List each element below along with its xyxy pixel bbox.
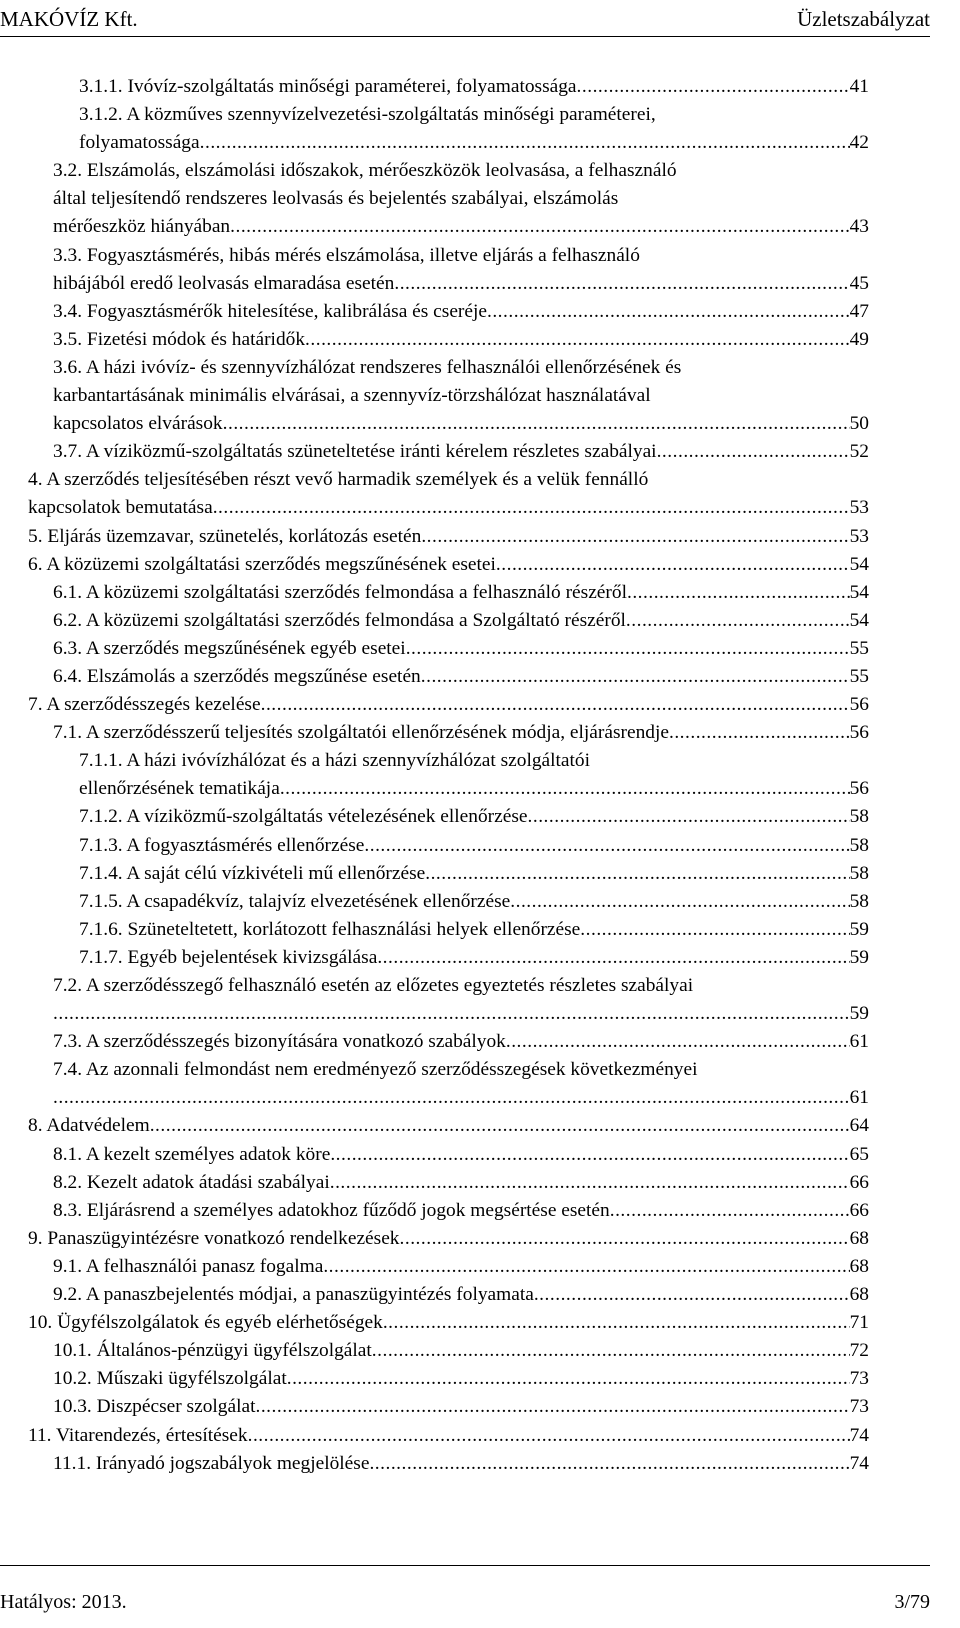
toc-page-number: 58	[849, 834, 869, 856]
dot-leader	[330, 1141, 849, 1169]
toc-entry-last-line	[53, 663, 869, 691]
toc-page-number: 53	[849, 525, 869, 547]
toc-entry-last-line	[53, 438, 869, 466]
toc-page-number: 61	[849, 1031, 869, 1053]
toc-page-number: 56	[849, 694, 869, 716]
toc-entry-last-line	[79, 944, 869, 972]
toc-page-number: 71	[849, 1312, 869, 1334]
toc-entry-title: 7.1.6. Szüneteltetett, korlátozott felhasználási helyek ellenőrzése	[79, 918, 581, 940]
toc-entry-line: 3.2. Elszámolás, elszámolási időszakok, mérőeszközök leolvasása, a felhasználó	[53, 160, 677, 182]
toc-entry[interactable]	[28, 691, 869, 719]
dot-leader	[223, 410, 850, 438]
dot-leader	[580, 916, 849, 944]
toc-entry-title: 7.1.3. A fogyasztásmérés ellenőrzése	[79, 834, 365, 856]
toc-page-number: 50	[849, 413, 869, 435]
toc-page-number: 58	[849, 890, 869, 912]
toc-entry[interactable]	[53, 157, 869, 241]
dot-leader	[248, 1422, 850, 1450]
toc-page-number: 68	[849, 1284, 869, 1306]
toc-entry-last-line	[53, 1253, 869, 1281]
dot-leader	[534, 1281, 850, 1309]
toc-page-number: 61	[849, 1087, 869, 1109]
toc-entry-title: 10.1. Általános-pénzügyi ügyfélszolgálat	[53, 1340, 372, 1362]
toc-page-number: 56	[849, 722, 869, 744]
toc-page-number: 66	[849, 1171, 869, 1193]
toc-entry-title: 3.5. Fizetési módok és határidők	[53, 328, 306, 350]
toc-page-number: 74	[849, 1452, 869, 1474]
toc-entry-last-line	[53, 213, 869, 241]
toc-entry-title: hibájából eredő leolvasás elmaradása esetén	[53, 272, 395, 294]
toc-page-number: 54	[849, 581, 869, 603]
dot-leader	[669, 719, 850, 747]
toc-entry[interactable]	[53, 1141, 869, 1169]
toc-entry-last-line	[53, 579, 869, 607]
toc-entry[interactable]	[79, 944, 869, 972]
toc-entry-last-line	[53, 607, 869, 635]
toc-entry-last-line	[79, 73, 869, 101]
footer-rule	[0, 1565, 930, 1566]
toc-entry-last-line	[79, 888, 869, 916]
dot-leader	[213, 494, 850, 522]
toc-entry-last-line	[28, 691, 869, 719]
toc-page-number: 45	[849, 272, 869, 294]
toc-entry-title: folyamatossága	[79, 132, 200, 154]
toc-entry[interactable]	[79, 832, 869, 860]
toc-page-number: 53	[849, 497, 869, 519]
toc-page-number: 55	[849, 665, 869, 687]
toc-entry-last-line	[53, 1169, 869, 1197]
toc-entry-title: 7. A szerződésszegés kezelése	[28, 694, 261, 716]
toc-entry-last-line	[53, 1281, 869, 1309]
toc-entry-last-line	[53, 1000, 869, 1028]
toc-entry-last-line	[28, 551, 869, 579]
dot-leader	[364, 832, 849, 860]
toc-entry-title: 8.2. Kezelt adatok átadási szabályai	[53, 1171, 330, 1193]
toc-page-number: 66	[849, 1199, 869, 1221]
dot-leader	[200, 129, 850, 157]
toc-entry[interactable]	[53, 298, 869, 326]
toc-entry[interactable]	[79, 888, 869, 916]
effective-date: Hatályos: 2013.	[0, 1591, 127, 1613]
toc-entry[interactable]	[79, 747, 869, 803]
table-of-contents	[28, 73, 869, 1478]
toc-entry[interactable]	[53, 719, 869, 747]
toc-entry-line: 4. A szerződés teljesítésében részt vevő harmadik személyek és a velük fennálló	[28, 469, 649, 491]
toc-entry-title: 6.1. A közüzemi szolgáltatási szerződés felmondása a felhasználó részéről	[53, 581, 627, 603]
dot-leader	[150, 1112, 850, 1140]
dot-leader	[400, 1225, 850, 1253]
toc-entry-title: 7.1.7. Egyéb bejelentések kivizsgálása	[79, 946, 378, 968]
toc-entry[interactable]	[53, 438, 869, 466]
dot-leader	[369, 1450, 849, 1478]
toc-page-number: 54	[849, 553, 869, 575]
toc-entry-title: 3.7. A víziközmű-szolgáltatás szüneteltetése iránti kérelem részletes szabályai	[53, 441, 657, 463]
dot-leader	[421, 663, 850, 691]
toc-page-number: 43	[849, 216, 869, 238]
toc-entry[interactable]	[28, 1225, 869, 1253]
toc-entry-last-line	[79, 775, 869, 803]
page-header	[0, 4, 930, 38]
company-name: MAKÓVÍZ Kft.	[0, 7, 138, 31]
toc-entry-title: 6.2. A közüzemi szolgáltatási szerződés felmondása a Szolgáltató részéről	[53, 609, 626, 631]
toc-page-number: 73	[849, 1396, 869, 1418]
toc-entry-line: karbantartásának minimális elvárásai, a szennyvíz-törzshálózat használatával	[53, 385, 651, 407]
toc-entry[interactable]	[53, 1197, 869, 1225]
toc-entry[interactable]	[28, 523, 869, 551]
toc-entry[interactable]	[53, 1281, 869, 1309]
toc-page-number: 68	[849, 1227, 869, 1249]
toc-page-number: 47	[849, 300, 869, 322]
toc-entry-last-line	[79, 916, 869, 944]
toc-entry-last-line	[53, 1393, 869, 1421]
header-rule	[0, 36, 930, 37]
dot-leader	[330, 1169, 850, 1197]
toc-entry-last-line	[79, 832, 869, 860]
toc-entry-last-line	[53, 410, 869, 438]
toc-entry-title: 8. Adatvédelem	[28, 1115, 150, 1137]
toc-entry[interactable]	[79, 803, 869, 831]
toc-page-number: 74	[849, 1424, 869, 1446]
toc-entry-title: 7.1.5. A csapadékvíz, talajvíz elvezetésének ellenőrzése	[79, 890, 511, 912]
toc-page-number: 58	[849, 806, 869, 828]
toc-entry[interactable]	[79, 860, 869, 888]
document-title: Üzletszabályzat	[797, 7, 930, 31]
dot-leader	[506, 1028, 850, 1056]
toc-entry-last-line	[53, 326, 869, 354]
toc-entry-last-line	[28, 523, 869, 551]
toc-page-number: 65	[849, 1143, 869, 1165]
dot-leader	[287, 1365, 850, 1393]
toc-entry-line: 3.6. A házi ivóvíz- és szennyvízhálózat rendszeres felhasználói ellenőrzésének és	[53, 356, 682, 378]
toc-entry[interactable]	[79, 101, 869, 157]
toc-entry[interactable]	[28, 551, 869, 579]
dot-leader	[377, 944, 849, 972]
toc-entry-title: 10.2. Műszaki ügyfélszolgálat	[53, 1368, 287, 1390]
toc-entry-last-line	[79, 860, 869, 888]
toc-page-number: 59	[849, 1003, 869, 1025]
toc-entry[interactable]	[53, 354, 869, 438]
dot-leader	[255, 1393, 849, 1421]
toc-entry-title: 9.2. A panaszbejelentés módjai, a panaszügyintézés folyamata	[53, 1284, 534, 1306]
toc-entry-title: 7.3. A szerződésszegés bizonyítására vonatkozó szabályok	[53, 1031, 506, 1053]
toc-entry-title: 8.3. Eljárásrend a személyes adatokhoz fűződő jogok megsértése esetén	[53, 1199, 610, 1221]
toc-entry[interactable]	[53, 1450, 869, 1478]
toc-entry-last-line	[28, 494, 869, 522]
toc-entry-title: ellenőrzésének tematikája	[79, 778, 280, 800]
toc-page-number: 59	[849, 918, 869, 940]
toc-entry[interactable]	[53, 972, 869, 1028]
toc-entry-title: 9. Panaszügyintézésre vonatkozó rendelkezések	[28, 1227, 400, 1249]
toc-entry-title: 8.1. A kezelt személyes adatok köre	[53, 1143, 331, 1165]
toc-entry[interactable]	[79, 916, 869, 944]
toc-entry[interactable]	[53, 1365, 869, 1393]
toc-entry-title: 7.1. A szerződésszerű teljesítés szolgáltatói ellenőrzésének módja, eljárásrendje	[53, 722, 669, 744]
toc-entry-last-line	[53, 1365, 869, 1393]
dot-leader	[425, 860, 849, 888]
dot-leader	[406, 635, 850, 663]
toc-entry[interactable]	[53, 1169, 869, 1197]
dot-leader	[261, 691, 850, 719]
toc-entry-last-line	[53, 1197, 869, 1225]
toc-entry-line: 7.2. A szerződésszegő felhasználó esetén az előzetes egyeztetés részletes szabályai	[53, 975, 694, 996]
toc-entry-line: 3.1.2. A közműves szennyvízelvezetési-szolgáltatás minőségi paraméterei,	[79, 104, 656, 126]
dot-leader	[510, 888, 849, 916]
toc-entry-title: 6.4. Elszámolás a szerződés megszűnése esetén	[53, 665, 421, 687]
toc-entry[interactable]	[28, 1422, 869, 1450]
dot-leader	[627, 579, 850, 607]
toc-page-number: 52	[849, 441, 869, 463]
toc-entry-last-line	[53, 1084, 869, 1112]
toc-entry-line: 3.3. Fogyasztásmérés, hibás mérés elszámolása, illetve eljárás a felhasználó	[53, 244, 640, 266]
toc-page-number: 68	[849, 1255, 869, 1277]
toc-entry-last-line	[79, 803, 869, 831]
toc-entry-title: 6. A közüzemi szolgáltatási szerződés megszűnésének esetei	[28, 553, 496, 575]
toc-page-number: 56	[849, 778, 869, 800]
toc-entry[interactable]	[53, 242, 869, 298]
toc-page-number: 49	[849, 328, 869, 350]
dot-leader	[657, 438, 850, 466]
toc-entry-title: 10. Ügyfélszolgálatok és egyéb elérhetőségek	[28, 1312, 383, 1334]
toc-page-number: 54	[849, 609, 869, 631]
toc-entry-last-line	[53, 1337, 869, 1365]
toc-entry[interactable]	[28, 466, 869, 522]
toc-entry[interactable]	[53, 326, 869, 354]
toc-entry[interactable]	[53, 1253, 869, 1281]
dot-leader	[577, 73, 850, 101]
toc-entry[interactable]	[53, 1028, 869, 1056]
toc-entry[interactable]	[28, 1309, 869, 1337]
toc-entry-title: kapcsolatos elvárások	[53, 413, 223, 435]
toc-entry-last-line	[53, 270, 869, 298]
toc-entry-last-line	[28, 1422, 869, 1450]
dot-leader	[528, 803, 850, 831]
toc-entry-title: 7.1.4. A saját célú vízkivételi mű ellenőrzése	[79, 862, 426, 884]
toc-entry[interactable]	[28, 1112, 869, 1140]
toc-entry-last-line	[28, 1112, 869, 1140]
toc-entry-last-line	[79, 129, 869, 157]
dot-leader	[280, 775, 850, 803]
toc-entry-title: 3.4. Fogyasztásmérők hitelesítése, kalibrálása és cseréje	[53, 300, 487, 322]
dot-leader	[610, 1197, 850, 1225]
toc-entry-line: 7.4. Az azonnali felmondást nem eredményező szerződésszegések következményei	[53, 1059, 698, 1081]
dot-leader	[372, 1337, 850, 1365]
toc-entry-line: által teljesítendő rendszeres leolvasás és bejelentés szabályai, elszámolás	[53, 188, 619, 210]
toc-entry-title: mérőeszköz hiányában	[53, 216, 231, 238]
toc-entry-last-line	[28, 1309, 869, 1337]
toc-entry-last-line	[53, 1028, 869, 1056]
toc-entry-last-line	[53, 635, 869, 663]
toc-page-number: 72	[849, 1340, 869, 1362]
toc-entry-title: 11. Vitarendezés, értesítések	[28, 1424, 248, 1446]
toc-entry[interactable]	[53, 635, 869, 663]
toc-entry[interactable]	[53, 579, 869, 607]
toc-entry-last-line	[53, 1450, 869, 1478]
dot-leader	[626, 607, 850, 635]
toc-entry[interactable]	[79, 73, 869, 101]
toc-entry-last-line	[53, 298, 869, 326]
toc-entry[interactable]	[53, 1056, 869, 1112]
toc-entry-title: 9.1. A felhasználói panasz fogalma	[53, 1255, 324, 1277]
toc-entry[interactable]	[53, 663, 869, 691]
toc-entry-line: 7.1.1. A házi ivóvízhálózat és a házi szennyvízhálózat szolgáltatói	[79, 750, 590, 772]
toc-entry-title: 6.3. A szerződés megszűnésének egyéb esetei	[53, 637, 406, 659]
toc-entry-title: 5. Eljárás üzemzavar, szünetelés, korlátozás esetén	[28, 525, 422, 547]
toc-page-number: 58	[849, 862, 869, 884]
toc-entry-title: 10.3. Diszpécser szolgálat	[53, 1396, 256, 1418]
dot-leader	[323, 1253, 849, 1281]
toc-entry-last-line	[28, 1225, 869, 1253]
dot-leader	[383, 1309, 850, 1337]
toc-page-number: 59	[849, 946, 869, 968]
dot-leader	[305, 326, 850, 354]
toc-page-number: 55	[849, 637, 869, 659]
dot-leader	[53, 1000, 850, 1028]
toc-entry-title: 7.1.2. A víziközmű-szolgáltatás vételezésének ellenőrzése	[79, 806, 528, 828]
toc-entry-title: 3.1.1. Ivóvíz-szolgáltatás minőségi paraméterei, folyamatossága	[79, 76, 577, 97]
toc-entry[interactable]	[53, 607, 869, 635]
toc-entry-title: 11.1. Irányadó jogszabályok megjelölése	[53, 1452, 370, 1474]
toc-entry-title: kapcsolatok bemutatása	[28, 497, 213, 519]
toc-entry-last-line	[53, 719, 869, 747]
toc-page-number: 41	[849, 76, 869, 97]
toc-entry[interactable]	[53, 1337, 869, 1365]
toc-entry[interactable]	[53, 1393, 869, 1421]
toc-page-number: 42	[849, 132, 869, 154]
toc-entry-last-line	[53, 1141, 869, 1169]
dot-leader	[421, 523, 849, 551]
toc-page-number: 73	[849, 1368, 869, 1390]
dot-leader	[53, 1084, 850, 1112]
toc-page-number: 64	[849, 1115, 869, 1137]
dot-leader	[496, 551, 850, 579]
dot-leader	[487, 298, 850, 326]
page-number: 3/79	[894, 1591, 930, 1613]
dot-leader	[230, 213, 849, 241]
page-footer	[0, 1565, 930, 1625]
dot-leader	[394, 270, 849, 298]
